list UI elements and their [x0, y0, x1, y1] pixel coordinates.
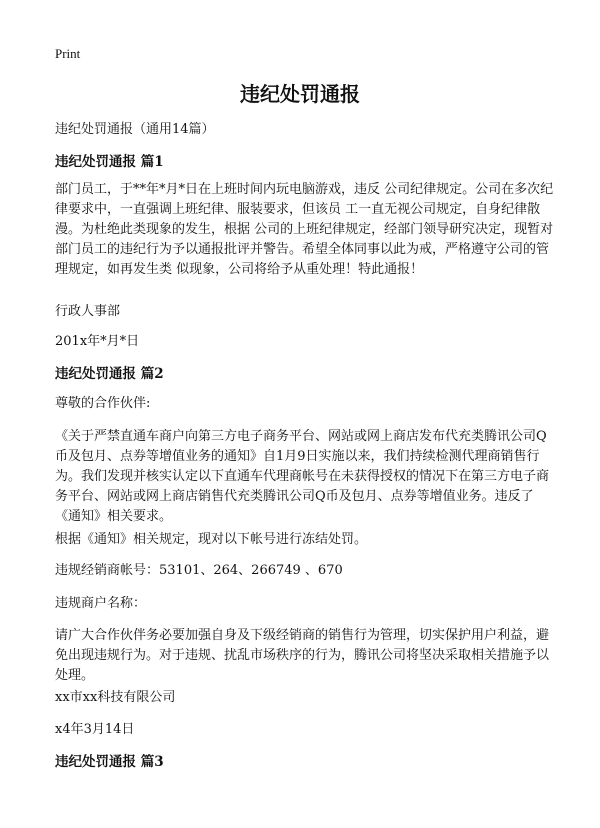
document-subtitle: 违纪处罚通报（通用14篇）	[55, 122, 215, 137]
section2-company: xx市xx科技有限公司	[55, 690, 176, 705]
section2-date: x4年3月14日	[55, 722, 135, 737]
section2-merchant-name: 违规商户名称：	[55, 596, 147, 611]
section2-accounts: 违规经销商帐号：53101、264、266749 、670	[55, 563, 343, 578]
section1-date: 201x年*月*日	[55, 334, 140, 349]
section2-action: 根据《通知》相关规定，现对以下帐号进行冻结处罚。	[55, 532, 368, 547]
section2-body: 《关于严禁直通车商户向第三方电子商务平台、网站或网上商店发布代充类腾讯公司Q币及包月、点券等增值业务的通知》自1月9日实施以来，我们持续检测代理商销售行为。我们发现并核实认定以下直通车代理商帐号在未获得授权的情况下在第三方电子商务平台、网站或网上商店销售代充类腾讯公司Q币及包月、点券等增值业务。违反了《通知》相关要求。	[55, 429, 550, 524]
section2-closing: 请广大合作伙伴务必要加强自身及下级经销商的销售行为管理，切实保护用户利益，避免出现违规行为。对于违规、扰乱市场秩序的行为，腾讯公司将坚决采取相关措施予以处理。	[55, 628, 550, 683]
section1-heading: 违纪处罚通报 篇1	[55, 154, 164, 170]
section3-heading: 违纪处罚通报 篇3	[55, 754, 164, 770]
section2-heading: 违纪处罚通报 篇2	[55, 366, 164, 382]
section1-signer: 行政人事部	[55, 304, 121, 319]
section2-greeting: 尊敬的合作伙伴:	[55, 396, 151, 411]
document-title: 违纪处罚通报	[240, 82, 360, 106]
print-label: Print	[55, 46, 81, 61]
section1-body: 部门员工，于**年*月*日在上班时间内玩电脑游戏，违反 公司纪律规定。公司在多次纪律要求中，一直强调上班纪律、服装要求，但该员 工一直无视公司规定，自身纪律散漫。为杜绝此类现象的发生，根据 公司的上班纪律规定，经部门领导研究决定，现暂对部门员工的违纪行为予以通报批评并警告。希望全体同事以此为戒，严格遵守公司的管理规定，如再发生类 似现象，公司将给予从重处理！特此通报！	[55, 182, 554, 277]
